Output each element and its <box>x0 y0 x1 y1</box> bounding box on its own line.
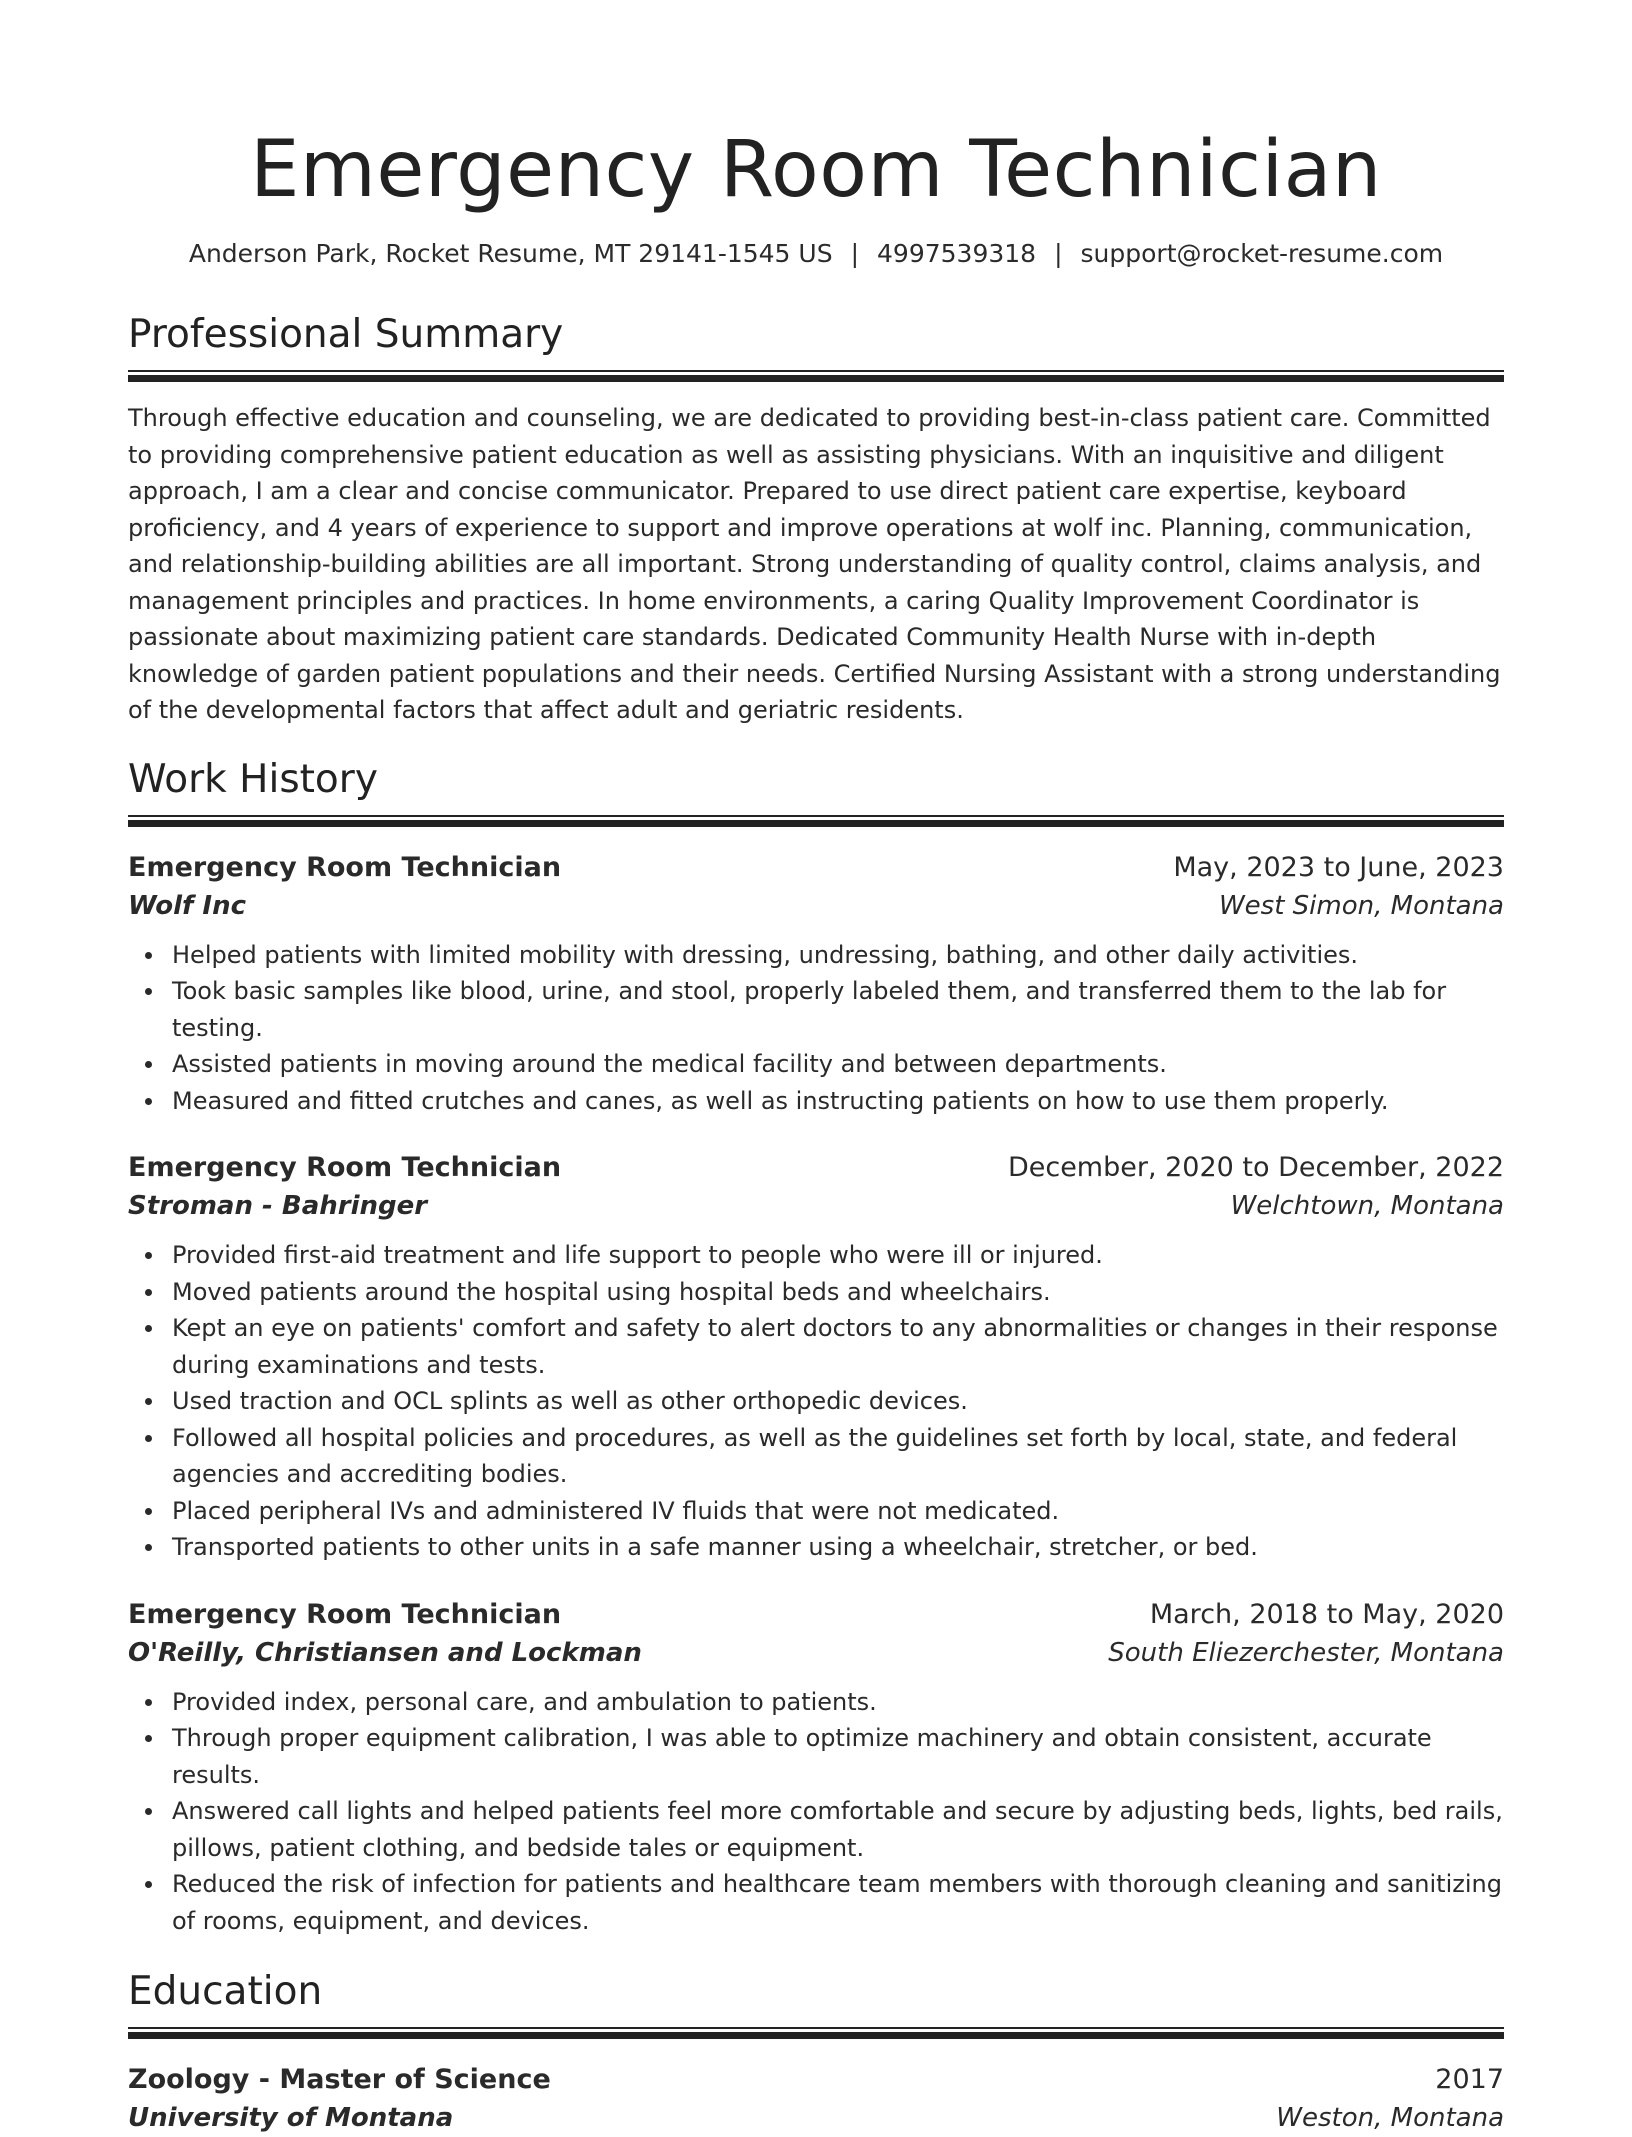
job-duty <box>172 1046 1504 1083</box>
work-history-list <box>128 849 1504 1940</box>
job-company: Stroman - Bahringer <box>128 1191 428 1221</box>
bullet-icon <box>145 1289 152 1296</box>
job-duty-text: Moved patients around the hospital using hospital beds and wheelchairs. <box>172 1277 1051 1306</box>
job-duty-text: Through proper equipment calibration, I was able to optimize machinery and obtain consistent, accurate results. <box>172 1724 1432 1789</box>
bullet-icon <box>145 1544 152 1551</box>
job-duty <box>172 937 1504 974</box>
job-entry <box>128 1149 1504 1566</box>
job-entry <box>128 849 1504 1120</box>
job-location: West Simon, Montana <box>1218 890 1504 921</box>
section-divider <box>128 2027 1504 2039</box>
bullet-icon <box>145 1435 152 1442</box>
bullet-icon <box>145 1061 152 1068</box>
job-duty <box>172 1529 1504 1566</box>
contact-email: support@rocket-resume.com <box>1080 239 1444 268</box>
job-duty-text: Provided first-aid treatment and life support to people who were ill or injured. <box>172 1241 1103 1269</box>
bullet-icon <box>145 1508 152 1515</box>
bullet-icon <box>145 1252 152 1259</box>
job-duty <box>172 1420 1504 1493</box>
section-divider <box>128 370 1504 382</box>
job-duty-text: Used traction and OCL splints as well as other orthopedic devices. <box>172 1387 968 1415</box>
job-duties-list <box>128 1237 1504 1566</box>
job-location: Welchtown, Montana <box>1230 1191 1504 1221</box>
bullet-icon <box>145 1735 152 1742</box>
job-duty <box>172 1720 1504 1793</box>
job-duty <box>172 1083 1504 1120</box>
bullet-icon <box>145 1325 152 1332</box>
contact-separator: | <box>1054 239 1063 268</box>
bullet-icon <box>145 1098 152 1105</box>
job-dates: March, 2018 to May, 2020 <box>1149 1598 1504 1630</box>
job-duty <box>172 1493 1504 1530</box>
job-duty-text: Took basic samples like blood, urine, and stool, properly labeled them, and transferred them to the lab for testing. <box>172 977 1447 1042</box>
job-duty-text: Transported patients to other units in a safe manner using a wheelchair, stretcher, or bed. <box>172 1533 1258 1561</box>
job-duty-text: Reduced the risk of infection for patients and healthcare team members with thorough cleaning and sanitizing of rooms, equipment, and devices. <box>172 1870 1502 1935</box>
job-duty <box>172 1383 1504 1420</box>
contact-address: Anderson Park, Rocket Resume, MT 29141-1545 US <box>188 239 833 268</box>
job-duty <box>172 1274 1504 1311</box>
section-heading-work-history: Work History <box>128 756 378 802</box>
job-duty-text: Answered call lights and helped patients feel more comfortable and secure by adjusting beds, lights, bed rails, pillows, patient clothing, and bedside tales or equipment. <box>172 1797 1503 1862</box>
job-duty-text: Kept an eye on patients' comfort and safety to alert doctors to any abnormalities or changes in their response during examinations and tests. <box>172 1314 1498 1379</box>
section-divider <box>128 815 1504 827</box>
bullet-icon <box>145 1398 152 1405</box>
education-school: University of Montana <box>128 2103 454 2133</box>
job-duty-text: Helped patients with limited mobility with dressing, undressing, bathing, and other daily activities. <box>172 940 1359 969</box>
bullet-icon <box>145 1808 152 1815</box>
education-year: 2017 <box>1435 2064 1504 2095</box>
education-degree: Zoology - Master of Science <box>128 2064 551 2095</box>
section-heading-summary: Professional Summary <box>128 312 564 357</box>
resume-page <box>128 0 1504 2137</box>
education-location: Weston, Montana <box>1276 2103 1504 2133</box>
contact-phone: 4997539318 <box>877 239 1037 268</box>
section-heading-education: Education <box>128 1969 323 2014</box>
job-title: Emergency Room Technician <box>128 1152 562 1183</box>
job-duty-text: Placed peripheral IVs and administered IV fluids that were not medicated. <box>172 1496 1060 1525</box>
job-duties-list <box>128 1684 1504 1940</box>
job-duty <box>172 1866 1504 1939</box>
job-duty-text: Assisted patients in moving around the medical facility and between departments. <box>172 1050 1167 1078</box>
bullet-icon <box>145 952 152 959</box>
contact-separator: | <box>850 239 860 268</box>
job-title: Emergency Room Technician <box>128 1598 562 1630</box>
job-duty <box>172 1310 1504 1383</box>
job-duties-list <box>128 937 1504 1120</box>
job-duty-text: Provided index, personal care, and ambulation to patients. <box>172 1687 877 1716</box>
education-entry <box>128 2061 1504 2137</box>
job-title: Emergency Room Technician <box>128 851 562 883</box>
job-location: South Eliezerchester, Montana <box>1108 1637 1504 1668</box>
job-duty <box>172 1793 1504 1866</box>
job-duty <box>172 1237 1504 1274</box>
job-duty <box>172 973 1504 1046</box>
job-duty-text: Measured and fitted crutches and canes, as well as instructing patients on how to use them properly. <box>172 1086 1389 1115</box>
contact-line <box>128 238 1504 270</box>
job-dates: May, 2023 to June, 2023 <box>1173 851 1504 883</box>
job-duty-text: Followed all hospital policies and procedures, as well as the guidelines set forth by local, state, and federal agencies and accrediting bodies. <box>172 1423 1458 1488</box>
job-duty <box>172 1684 1504 1721</box>
job-company: Wolf Inc <box>128 890 246 921</box>
bullet-icon <box>145 1699 152 1706</box>
job-entry <box>128 1596 1504 1940</box>
bullet-icon <box>145 988 152 995</box>
job-company: O'Reilly, Christiansen and Lockman <box>128 1637 642 1668</box>
bullet-icon <box>145 1881 152 1888</box>
resume-title: Emergency Room Technician <box>250 125 1382 215</box>
job-dates: December, 2020 to December, 2022 <box>1007 1152 1504 1183</box>
summary-text: Through effective education and counseling, we are dedicated to providing best-in-class patient care. Committed to providing comprehensive patient education as well as assisting physicians. With an inquisitive and diligent approach, I am a clear and concise communicator. Prepared to use direct patient care expertise, keyboard proficiency, and 4 years of experience to support and improve operations at wolf inc. Planning, communication, and relationship-building abilities are all important. Strong understanding of quality control, claims analysis, and management principles and practices. In home environments, a caring Quality Improvement Coordinator is passionate about maximizing patient care standards. Dedicated Community Health Nurse with in-depth knowledge of garden patient populations and their needs. Certified Nursing Assistant with a strong understanding of the developmental factors that affect adult and geriatric residents. <box>128 404 1501 724</box>
